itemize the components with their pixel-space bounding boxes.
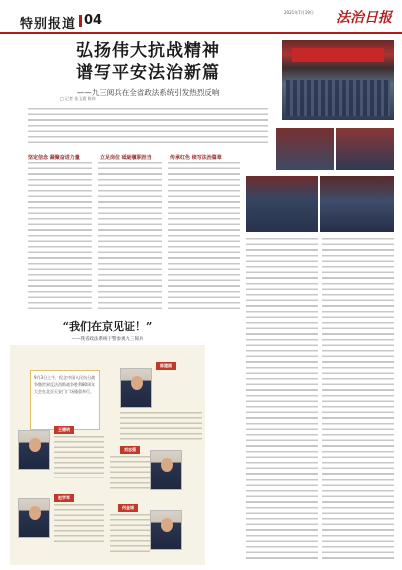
section2-subtitle: ——我省政法系统干警参观九三阅兵 — [71, 337, 144, 342]
photo — [320, 176, 394, 232]
avatar — [18, 498, 50, 538]
masthead — [0, 0, 402, 34]
section2-title: “我们在京见证！” — [62, 320, 153, 333]
avatar — [18, 430, 50, 470]
quote-text — [120, 412, 202, 442]
quote-text — [110, 514, 150, 554]
issue-date: 2021年7月19日 — [284, 10, 314, 15]
section-divider — [79, 15, 82, 27]
body-text-column — [322, 238, 394, 560]
photo — [276, 128, 334, 170]
body-text-column — [168, 162, 240, 312]
quote-text — [110, 456, 150, 492]
section-name: 特别报道 — [20, 17, 77, 32]
name-tag: 王德明 — [54, 426, 74, 434]
quote-text — [54, 504, 104, 544]
column-subhead: 立足岗位 砥砺履职担当 — [100, 155, 152, 161]
name-tag: 刘志强 — [120, 446, 140, 454]
headline-subtitle: ——九三阅兵在全省政法系统引发热烈反响 — [76, 88, 220, 97]
headline-block — [48, 40, 248, 98]
page-number: 04 — [84, 13, 103, 28]
byline: □ 记者 张玉霞 陈伟 — [60, 96, 96, 101]
intro-box: 9月3日上午，纪念中国人民抗日战争暨世界反法西斯战争胜利80周年大会在北京天安门广场隆重举行。 — [30, 370, 100, 430]
lead-paragraph — [28, 108, 268, 144]
name-tag: 赵学军 — [54, 494, 74, 502]
avatar — [150, 510, 182, 550]
name-tag: 陈建国 — [156, 362, 176, 370]
column-subhead: 坚定信念 凝聚奋进力量 — [28, 155, 80, 161]
headline-line-2: 谱写平安法治新篇 — [76, 63, 220, 83]
photo — [246, 176, 318, 232]
column-subhead: 传承红色 续写法治篇章 — [170, 155, 222, 161]
headline-line-1: 弘扬伟大抗战精神 — [76, 41, 220, 61]
name-tag: 何金城 — [118, 504, 138, 512]
main-photo — [282, 40, 394, 120]
newspaper-logo: 法治日报 — [336, 10, 392, 26]
body-text-column — [98, 162, 162, 312]
photo — [336, 128, 394, 170]
body-text-column — [246, 238, 318, 560]
avatar — [120, 368, 152, 408]
section2-heading — [10, 318, 205, 342]
quote-text — [54, 436, 104, 478]
body-text-column — [28, 162, 92, 312]
avatar — [150, 450, 182, 490]
